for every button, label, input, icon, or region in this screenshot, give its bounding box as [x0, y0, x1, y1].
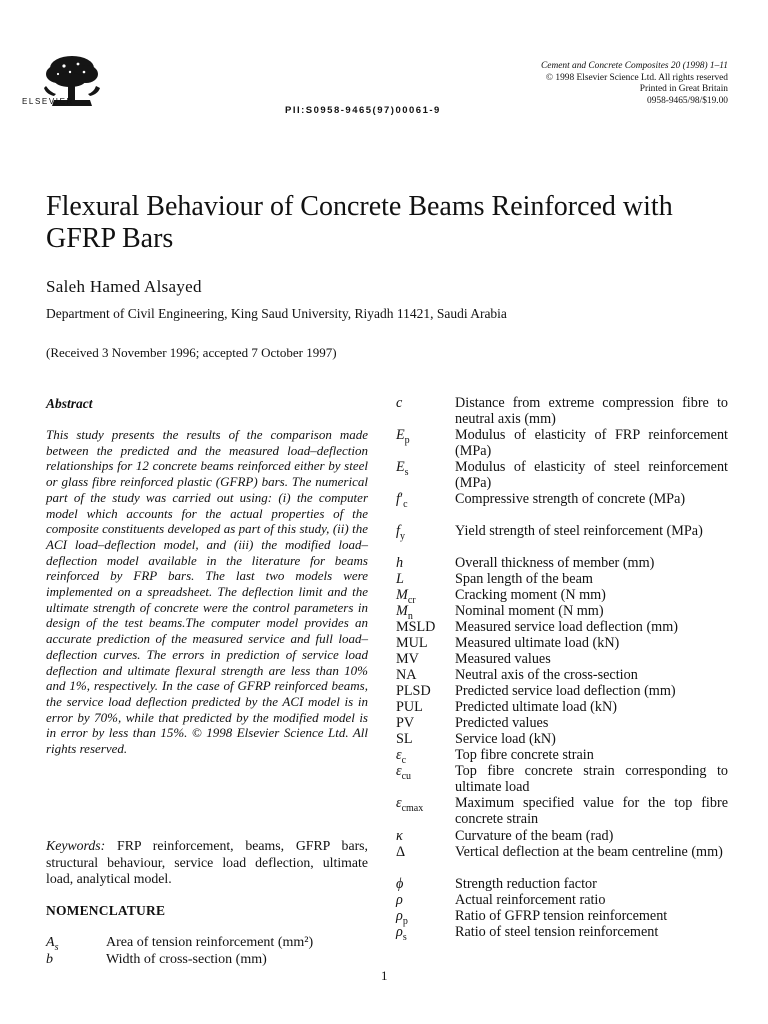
nomenclature-entry [396, 892, 728, 908]
nomenclature-definition: Modulus of elasticity of FRP reinforcement (MPa) [455, 427, 728, 459]
nomenclature-definition: Vertical deflection at the beam centreline (mm) [455, 844, 723, 860]
nomenclature-symbol: ϕ [396, 876, 404, 892]
publisher-name: ELSEVIER [22, 97, 74, 106]
nomenclature-symbol: MSLD [396, 619, 436, 635]
nomenclature-entry [396, 571, 728, 587]
nomenclature-entry [396, 491, 728, 523]
nomenclature-entry [396, 763, 728, 795]
nomenclature-symbol: b [46, 952, 53, 967]
nomenclature-definition: Overall thickness of member (mm) [455, 555, 655, 571]
keywords-label: Keywords: [46, 838, 106, 853]
pii-code: PII:S0958-9465(97)00061-9 [285, 105, 441, 116]
nomenclature-definition: Yield strength of steel reinforcement (MPa) [455, 523, 703, 539]
nomenclature-symbol: $\varepsilon_{cmax}$ [396, 795, 424, 814]
nomenclature-definition: Cracking moment (N mm) [455, 587, 606, 603]
nomenclature-symbol: MV [396, 651, 419, 667]
nomenclature-entry [396, 523, 728, 555]
nomenclature-symbol: $E_s$ [396, 459, 409, 478]
nomenclature-symbol: $\varepsilon_{cu}$ [396, 763, 412, 782]
nomenclature-entry [396, 619, 728, 635]
abstract-heading: Abstract [46, 396, 93, 411]
nomenclature-entry [396, 828, 728, 844]
nomenclature-symbol: $\varepsilon_c$ [396, 747, 407, 766]
nomenclature-symbol: $f'_c$ [396, 491, 408, 510]
nomenclature-entry [396, 587, 728, 606]
nomenclature-entry [396, 603, 728, 622]
nomenclature-definition: Modulus of elasticity of steel reinforcement (MPa) [455, 459, 728, 491]
journal-line: Cement and Concrete Composites 20 (1998) 1–11 [541, 61, 728, 71]
issn-line: 0958-9465/98/$19.00 [647, 95, 728, 106]
nomenclature-symbol: MUL [396, 635, 428, 651]
nomenclature-entry [396, 395, 728, 427]
nomenclature-definition: Curvature of the beam (rad) [455, 828, 614, 844]
nomenclature-definition: Service load (kN) [455, 731, 556, 747]
nomenclature-symbol: $M_{cr}$ [396, 587, 416, 606]
nomenclature-definition: Strength reduction factor [455, 876, 597, 892]
nomenclature-definition: Actual reinforcement ratio [455, 892, 606, 908]
nomenclature-entry [46, 935, 376, 951]
nomenclature-definition: Nominal moment (N mm) [455, 603, 604, 619]
nomenclature-symbol: SL [396, 731, 413, 747]
nomenclature-definition: Measured service load deflection (mm) [455, 619, 678, 635]
nomenclature-entry [396, 747, 728, 766]
keywords-text: FRP reinforcement, beams, GFRP bars, structural behaviour, service load deflection, ultimate load, analytical model. [46, 838, 368, 886]
nomenclature-symbol: ρ [396, 892, 403, 908]
nomenclature-symbol: PV [396, 715, 415, 731]
journal-citation [408, 61, 728, 107]
received-dates: (Received 3 November 1996; accepted 7 October 1997) [46, 345, 337, 360]
nomenclature-symbol: PUL [396, 699, 423, 715]
nomenclature-entry [46, 952, 376, 968]
nomenclature-definition: Span length of the beam [455, 571, 593, 587]
nomenclature-entry [396, 651, 728, 667]
author-name: Saleh Hamed Alsayed [46, 277, 202, 296]
nomenclature-entry [396, 924, 728, 943]
nomenclature-entry [396, 844, 728, 876]
nomenclature-definition: Maximum specified value for the top fibre concrete strain [455, 795, 728, 827]
keywords [46, 838, 368, 888]
nomenclature-entry [396, 731, 728, 747]
nomenclature-symbol: NA [396, 667, 417, 683]
nomenclature-entry [396, 683, 728, 699]
nomenclature-symbol: L [396, 571, 404, 587]
nomenclature-definition: Top fibre concrete strain corresponding to ultimate load [455, 763, 728, 795]
nomenclature-entry [396, 908, 728, 927]
nomenclature-entry [396, 699, 728, 715]
nomenclature-definition: Measured ultimate load (kN) [455, 635, 620, 651]
nomenclature-entry [396, 876, 728, 892]
nomenclature-entry [396, 427, 728, 459]
nomenclature-entry [396, 635, 728, 651]
nomenclature-symbol: $\rho_p$ [396, 908, 408, 927]
author-affiliation: Department of Civil Engineering, King Saud University, Riyadh 11421, Saudi Arabia [46, 306, 507, 321]
nomenclature-symbol: $E_p$ [396, 427, 410, 446]
nomenclature-definition: Area of tension reinforcement (mm²) [106, 935, 314, 950]
nomenclature-entry [396, 555, 728, 571]
nomenclature-symbol: $A_s$ [46, 935, 59, 953]
copyright-line: © 1998 Elsevier Science Ltd. All rights reserved [545, 72, 728, 83]
nomenclature-symbol: $f_y$ [396, 523, 405, 542]
nomenclature-symbol: PLSD [396, 683, 431, 699]
nomenclature-definition: Predicted values [455, 715, 549, 731]
nomenclature-definition: Measured values [455, 651, 551, 667]
nomenclature-definition: Predicted service load deflection (mm) [455, 683, 676, 699]
page-number: 1 [381, 968, 388, 983]
nomenclature-definition: Compressive strength of concrete (MPa) [455, 491, 686, 507]
nomenclature-definition: Top fibre concrete strain [455, 747, 594, 763]
nomenclature-heading: NOMENCLATURE [46, 903, 166, 918]
abstract-body: This study presents the results of the comparison made between the predicted and the measured load–deflection relationships for 12 concrete beams reinforced either by steel or glass fibre reinforced plastic (GFRP) bars. The numerical part of the study was carried out using: (i) the computer model which accounts for the actual properties of the composite constituents developed as part of this study, (ii) the ACI load–deflection model, and (iii) the modified load–deflection model available in the literature for beams reinforced by FRP bars. The last two models were implemented on a spreadsheet. The deflection limit and the ultimate strength of concrete were the control parameters in design of the test beams.The computer model provides an accurate prediction of the measured service and full load–deflection curves. The errors in prediction of service load deflection and ultimate flexural strength are less than 10% and 1%, respectively. In the case of GFRP reinforced beams, the service load deflection predicted by the ACI model is in error by 70%, while that predicted by the modified model is in error by less than 15%. © 1998 Elsevier Science Ltd. All rights reserved. [46, 427, 368, 757]
nomenclature-entry [396, 795, 728, 827]
nomenclature-definition: Distance from extreme compression fibre to neutral axis (mm) [455, 395, 728, 427]
nomenclature-entry [396, 715, 728, 731]
nomenclature-symbol: κ [396, 828, 403, 844]
nomenclature-symbol: $M_n$ [396, 603, 413, 622]
nomenclature-definition: Ratio of steel tension reinforcement [455, 924, 659, 940]
nomenclature-symbol: h [396, 555, 404, 571]
printed-line: Printed in Great Britain [639, 84, 728, 94]
nomenclature-definition: Ratio of GFRP tension reinforcement [455, 908, 668, 924]
nomenclature-symbol: Δ [396, 844, 406, 860]
article-title: Flexural Behaviour of Concrete Beams Reinforced with GFRP Bars [46, 191, 673, 254]
nomenclature-definition: Neutral axis of the cross-section [455, 667, 638, 683]
nomenclature-symbol: $\rho_s$ [396, 924, 407, 943]
nomenclature-entry [396, 667, 728, 683]
nomenclature-definition: Width of cross-section (mm) [106, 952, 267, 967]
nomenclature-definition: Predicted ultimate load (kN) [455, 699, 617, 715]
nomenclature-entry [396, 459, 728, 491]
nomenclature-symbol: c [396, 395, 403, 411]
